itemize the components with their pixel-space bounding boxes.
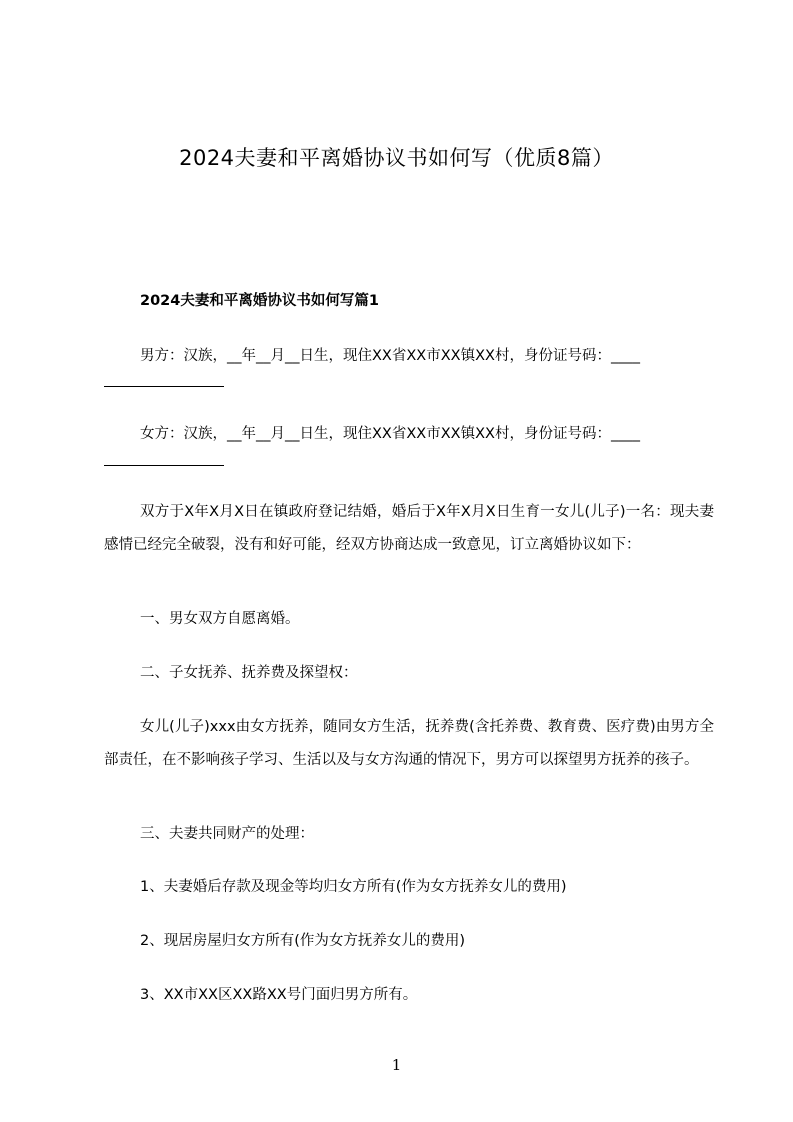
custody-paragraph: 女儿(儿子)xxx由女方抚养，随同女方生活，抚养费(含托养费、教育费、医疗费)由男方全部责任，在不影响孩子学习、生活以及与女方沟通的情况下，男方可以探望男方抚养的孩子。	[104, 719, 714, 768]
female-party-paragraph: 女方：汉族，__年__月__日生，现住XX省XX市XX镇XX村，身份证号码：____	[140, 426, 640, 442]
marriage-intro-paragraph: 双方于X年X月X日在镇政府登记结婚，婚后于X年X月X日生育一女儿(儿子)一名：现夫妻感情已经完全破裂，没有和好可能，经双方协商达成一致意见，订立离婚协议如下：	[104, 504, 714, 553]
document-title: 2024夫妻和平离婚协议书如何写（优质8篇）	[179, 146, 614, 170]
clause-2-heading: 二、子女抚养、抚养费及探望权：	[140, 665, 358, 681]
page-number: 1	[391, 1056, 402, 1074]
section-heading: 2024夫妻和平离婚协议书如何写篇1	[140, 293, 379, 309]
clause-3-heading: 三、夫妻共同财产的处理：	[140, 826, 314, 842]
male-id-blank-line	[104, 386, 224, 387]
property-item-1: 1、夫妻婚后存款及现金等均归女方所有(作为女方抚养女儿的费用)	[140, 879, 567, 895]
female-id-blank-line	[104, 465, 224, 466]
clause-1: 一、男女双方自愿离婚。	[140, 611, 300, 627]
property-item-3: 3、XX市XX区XX路XX号门面归男方所有。	[140, 987, 418, 1003]
property-item-2: 2、现居房屋归女方所有(作为女方抚养女儿的费用)	[140, 933, 466, 949]
male-party-paragraph: 男方：汉族，__年__月__日生，现住XX省XX市XX镇XX村，身份证号码：____	[140, 348, 640, 364]
